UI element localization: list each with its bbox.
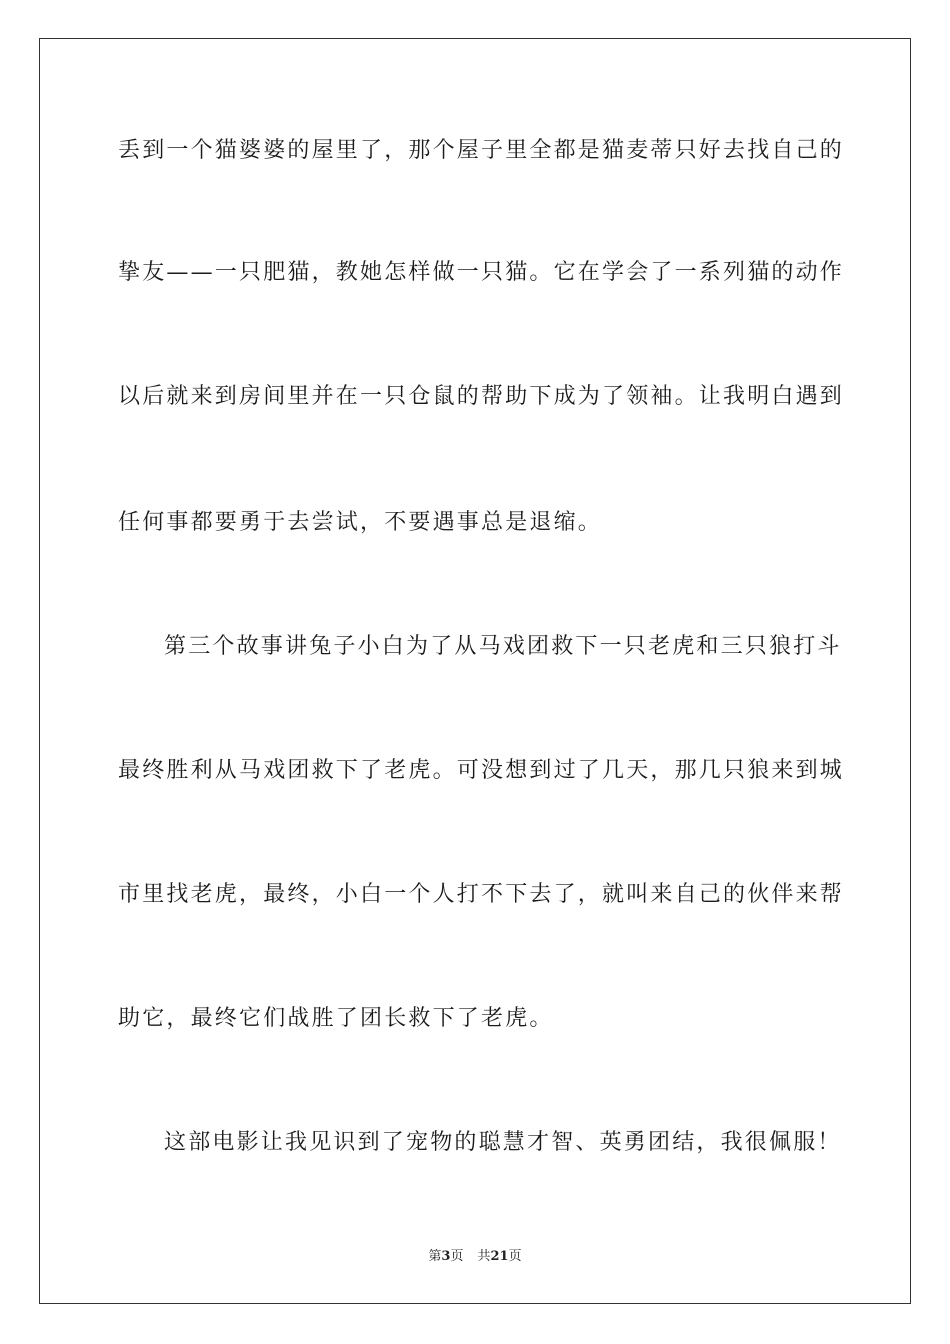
footer-total-pages: 21 xyxy=(490,1249,509,1264)
text-line-9-paragraph-start: 这部电影让我见识到了宠物的聪慧才智、英勇团结，我很佩服！ xyxy=(164,1130,842,1155)
text-line-1: 丢到一个猫婆婆的屋里了，那个屋子里全都是猫麦蒂只好去找自己的 xyxy=(118,138,845,163)
page-footer xyxy=(0,1248,950,1266)
text-line-5-paragraph-start: 第三个故事讲兔子小白为了从马戏团救下一只老虎和三只狼打斗 xyxy=(164,634,842,659)
text-line-3: 以后就来到房间里并在一只仓鼠的帮助下成为了领袖。让我明白遇到 xyxy=(118,384,845,409)
text-line-6: 最终胜利从马戏团救下了老虎。可没想到过了几天，那几只狼来到城 xyxy=(118,758,845,783)
footer-total-suffix: 页 xyxy=(508,1249,522,1264)
text-line-7: 市里找老虎，最终，小白一个人打不下去了，就叫来自己的伙伴来帮 xyxy=(118,882,845,907)
footer-page-suffix: 页 xyxy=(450,1249,464,1264)
text-line-8: 助它，最终它们战胜了团长救下了老虎。 xyxy=(118,1006,554,1031)
footer-page-prefix: 第 xyxy=(428,1249,442,1264)
text-line-4: 任何事都要勇于去尝试，不要遇事总是退缩。 xyxy=(118,510,603,535)
page-border xyxy=(39,38,911,1304)
footer-page-number: 3 xyxy=(441,1249,451,1264)
text-line-2: 挚友——一只肥猫，教她怎样做一只猫。它在学会了一系列猫的动作 xyxy=(118,260,845,285)
footer-total-prefix: 共 xyxy=(477,1249,491,1264)
